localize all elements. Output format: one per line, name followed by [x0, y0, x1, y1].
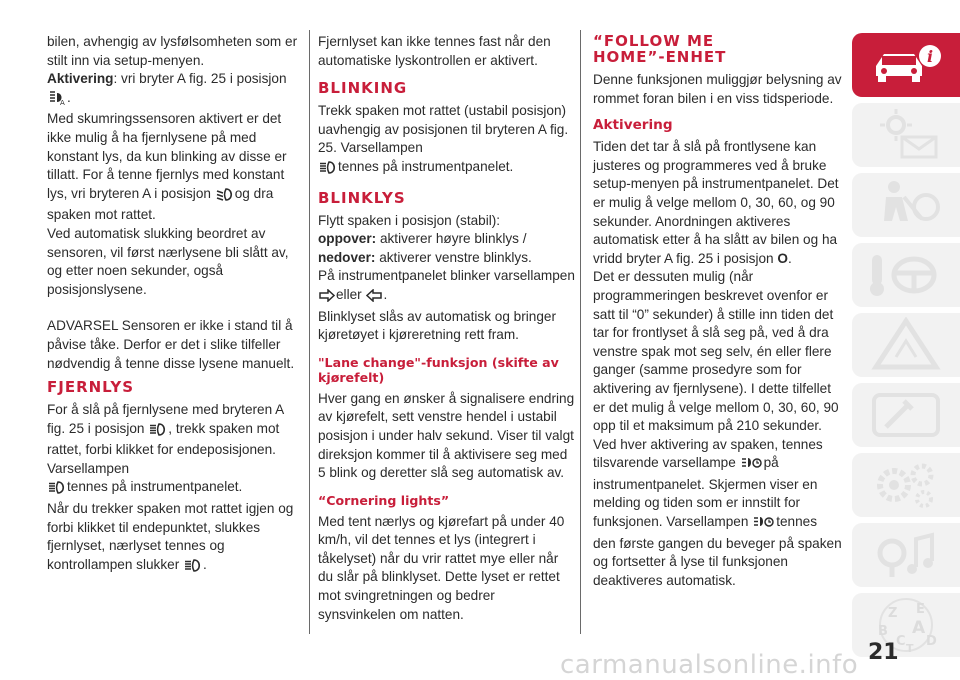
paragraph: Aktivering: vri bryter A fig. 25 i posisjon A . — [47, 70, 302, 110]
index-letter: D — [926, 634, 937, 649]
paragraph: Det er dessuten mulig (når programmeringen beskrevet ovenfor er satt til “0” sekunder) å stille inn tiden det tar for frontlyset å slå seg på, ved å dra venstre spak mot seg selv, én eller flere ganger (samme prosedyre som for aktivering av fjernlysene). I dette tilfellet er det mulig å velge mellom 0, 30, 60, 90 opp til et maksimum på 210 sekunder. — [593, 269, 839, 434]
safety-icon — [866, 177, 946, 233]
index-letter: C — [896, 634, 906, 649]
section-heading-aktivering: Aktivering — [593, 117, 673, 134]
column-divider — [580, 30, 581, 634]
section-heading-lane-change: "Lane change"-funksjon (skifte av kjørefelt) — [318, 354, 559, 385]
multimedia-icon — [866, 527, 946, 583]
section-heading-follow-me: “FOLLOW ME HOME”-ENHET — [593, 32, 727, 66]
paragraph: Ved automatisk slukking beordret av sensoren, vil først nærlysene bli slått av, og etter noen sekunder, også posisjonslysene. — [47, 225, 289, 297]
tab-technical-data[interactable] — [852, 453, 960, 517]
section-heading-blinklys: BLINKLYS — [318, 188, 406, 207]
low-beam-icon — [216, 188, 234, 207]
tab-lights-messages[interactable] — [852, 103, 960, 167]
paragraph: Fjernlyset kan ikke tennes fast når den automatiske lyskontrollen er aktivert. — [318, 34, 551, 68]
tab-car-info[interactable] — [852, 33, 960, 97]
column-divider — [309, 30, 310, 634]
left-turn-signal-icon — [366, 289, 382, 308]
index-letter: E — [916, 602, 925, 617]
paragraph: Trekk spaken mot rattet (ustabil posisjon) uavhengig av posisjonen til bryteren A fig. 25. Varsellampen tennes på instrumentpanelet. — [318, 102, 576, 179]
paragraph: Blinklyset slås av automatisk og bringer kjøretøyet i kjøreretning rett fram. — [318, 308, 556, 343]
section-heading-fjernlys: FJERNLYS — [47, 378, 135, 397]
steering-wheel-icon — [866, 247, 946, 303]
warning-paragraph: ADVARSEL Sensoren er ikke i stand til å påvise tåke. Derfor er det i slike tilfeller nødvendig å tenne disse lysene manuelt. — [47, 318, 295, 371]
tab-maintenance[interactable] — [852, 383, 960, 447]
lights-messages-icon — [866, 107, 946, 163]
car-info-icon — [866, 40, 946, 90]
follow-me-icon — [753, 515, 775, 535]
column-3 — [593, 33, 843, 590]
paragraph: bilen, avhengig av lysfølsomheten som er stilt inn via setup-menyen. — [47, 34, 298, 68]
paragraph: oppover: aktiverer høyre blinklys / — [318, 231, 527, 247]
high-beam-icon — [149, 423, 167, 442]
chapter-tabs — [852, 33, 960, 663]
column-1 — [47, 33, 302, 577]
warning-triangle-icon — [866, 317, 946, 373]
watermark: carmanualsonline.info — [560, 650, 859, 680]
high-beam-icon — [48, 481, 66, 500]
paragraph: Med tent nærlys og kjørefart på under 40 km/h, vil det tennes et lys (integrert i tåkelyset) når du vrir rattet mye eller når du slår på blinklyset. Dette lyset er rettet mot svingretningen og bedrer synsvinkelen om natten. — [318, 513, 565, 622]
paragraph: Flytt spaken i posisjon (stabil): — [318, 212, 501, 228]
paragraph: Når du trekker spaken mot rattet igjen og forbi klikket til endepunktet, slukkes fjernlyset, nærlyset tennes og kontrollampen slukker . — [47, 500, 302, 577]
svg-text:A: A — [60, 98, 65, 105]
index-letter: B — [878, 624, 888, 639]
svg-text:i: i — [927, 47, 934, 66]
page-number: 21 — [868, 640, 899, 665]
tab-emergency[interactable] — [852, 313, 960, 377]
paragraph: Tiden det tar å slå på frontlysene kan justeres og programmeres ved å bruke setup-menyen på instrumentpanelet. Det er mulig å velge mellom 0, 30, 60, og 90 sekunder. Anordningen aktiveres automatisk etter å ha slått av bilen og ha vridd bryter A fig. 25 i posisjon O. — [593, 139, 839, 266]
tab-safety[interactable] — [852, 173, 960, 237]
auto-light-icon — [48, 90, 66, 111]
right-turn-signal-icon — [319, 289, 335, 308]
tab-starting-driving[interactable] — [852, 243, 960, 307]
high-beam-icon — [319, 161, 337, 180]
section-heading-cornering: “Cornering lights” — [318, 492, 450, 508]
index-letter: Z — [888, 606, 898, 621]
paragraph: Hver gang en ønsker å signalisere endring av kjørefelt, sett venstre hendel i ustabil posisjon i under halv sekund. Viser til valgt direksjon kommer til å aktivisere seg med 5 blink og deretter slå seg automatisk av. — [318, 390, 575, 481]
paragraph: nedover: aktiverer venstre blinklys. — [318, 249, 532, 265]
index-letter: T — [906, 642, 914, 655]
follow-me-icon — [741, 456, 763, 476]
paragraph: Med skumringssensoren aktivert er det ikke mulig å ha fjernlysene på med konstant lys, da kun blinking av disse er tillatt. For å tenne fjernlys med konstant lys, vri bryteren A i posisjon og dra spaken mot rattet. — [47, 111, 287, 223]
tab-multimedia[interactable] — [852, 523, 960, 587]
paragraph: Denne funksjonen muliggjør belysning av rommet foran bilen i en viss tidsperiode. — [593, 72, 842, 106]
column-2 — [318, 33, 576, 624]
paragraph: For å slå på fjernlysene med bryteren A fig. 25 i posisjon , trekk spaken mot rattet, forbi klikket for endeposisjonen. Varsellampen tennes på instrumentpanelet. — [47, 401, 302, 500]
gears-icon — [866, 457, 946, 513]
high-beam-icon — [184, 559, 202, 578]
paragraph: Ved hver aktivering av spaken, tennes tilsvarende varsellampe på instrumentpanelet. Skjermen viser en melding og tiden som er innstilt for funksjonen. Varsellampen tennes den første gangen du beveger på spaken og fortsetter å lyse til funksjonen deaktiveres automatisk. — [593, 436, 842, 588]
maintenance-icon — [866, 387, 946, 443]
paragraph: På instrumentpanelet blinker varsellampen eller . — [318, 267, 576, 307]
section-heading-blinking: BLINKING — [318, 79, 408, 98]
index-letter: A — [912, 618, 926, 638]
